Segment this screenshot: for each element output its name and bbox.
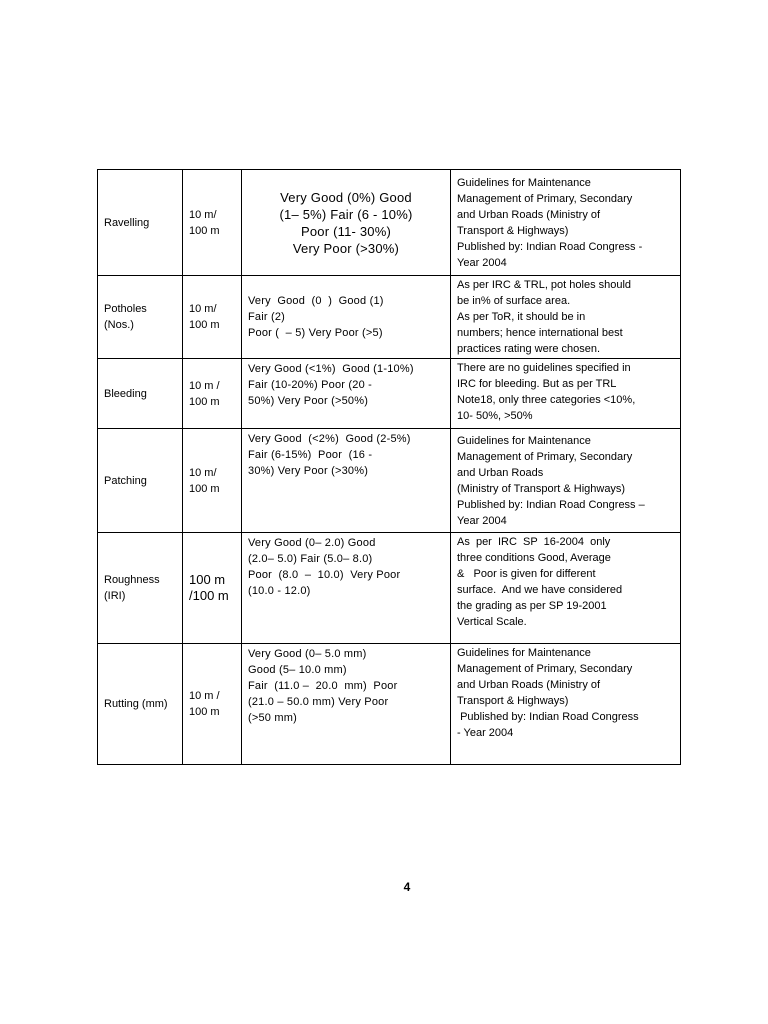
remarks-line: be in% of surface area. bbox=[457, 295, 571, 307]
table-row bbox=[98, 644, 681, 765]
parameter-name: Rutting (mm) bbox=[104, 698, 168, 710]
remarks-line: Management of Primary, Secondary bbox=[457, 450, 633, 463]
parameter-cell bbox=[98, 276, 183, 359]
remarks-cell bbox=[451, 644, 681, 765]
interval-line: 100 m bbox=[189, 706, 220, 718]
interval-line: 100 m bbox=[189, 319, 220, 331]
parameter-cell bbox=[98, 644, 183, 765]
interval-line: 100 m bbox=[189, 395, 220, 408]
remarks-line: practices rating were chosen. bbox=[457, 343, 601, 355]
interval-line: 10 m/ bbox=[189, 208, 217, 221]
condition-line: Fair (6-15%) Poor (16 - bbox=[248, 449, 373, 461]
interval-line: /100 m bbox=[189, 588, 229, 603]
interval-line: 10 m / bbox=[189, 379, 220, 392]
parameter-cell bbox=[98, 170, 183, 276]
parameter-name: Roughness (IRI) bbox=[104, 574, 160, 602]
condition-line: (10.0 - 12.0) bbox=[248, 585, 311, 597]
conditions-cell bbox=[242, 359, 451, 429]
remarks-line: Vertical Scale. bbox=[457, 616, 527, 628]
condition-line: 30%) Very Poor (>30%) bbox=[248, 465, 369, 477]
remarks-line: 10- 50%, >50% bbox=[457, 410, 533, 422]
remarks-line: Published by: Indian Road Congress bbox=[457, 711, 639, 723]
condition-line: Very Good (<1%) Good (1-10%) bbox=[248, 363, 414, 375]
remarks-cell bbox=[451, 359, 681, 429]
remarks-cell bbox=[451, 429, 681, 533]
table-row bbox=[98, 359, 681, 429]
interval-cell bbox=[183, 359, 242, 429]
remarks-line: Note18, only three categories <10%, bbox=[457, 394, 636, 406]
table-row bbox=[98, 429, 681, 533]
parameter-name: Bleeding bbox=[104, 387, 147, 400]
remarks-cell bbox=[451, 533, 681, 644]
remarks-cell bbox=[451, 170, 681, 276]
remarks-line: Transport & Highways) bbox=[457, 695, 569, 707]
conditions-cell bbox=[242, 644, 451, 765]
condition-line: (2.0– 5.0) Fair (5.0– 8.0) bbox=[248, 553, 373, 565]
parameter-name: Ravelling bbox=[104, 216, 150, 229]
remarks-line: and Urban Roads bbox=[457, 466, 544, 479]
remarks-line: and Urban Roads (Ministry of bbox=[457, 208, 601, 221]
remarks-line: As per IRC SP 16-2004 only bbox=[457, 536, 611, 548]
interval-line: 100 m bbox=[189, 482, 220, 495]
condition-line: Very Good (0 ) Good (1) bbox=[248, 295, 384, 307]
conditions-cell bbox=[242, 276, 451, 359]
road-condition-table bbox=[97, 169, 681, 765]
remarks-line: Guidelines for Maintenance bbox=[457, 434, 591, 447]
table-row bbox=[98, 276, 681, 359]
remarks-line: Guidelines for Maintenance bbox=[457, 176, 591, 189]
remarks-line: (Ministry of Transport & Highways) bbox=[457, 482, 626, 495]
remarks-line: As per IRC & TRL, pot holes should bbox=[457, 279, 632, 291]
remarks-line: three conditions Good, Average bbox=[457, 552, 611, 564]
condition-line: Very Good (<2%) Good (2-5%) bbox=[248, 433, 411, 445]
interval-line: 100 m bbox=[189, 224, 220, 237]
parameter-cell bbox=[98, 533, 183, 644]
remarks-line: Guidelines for Maintenance bbox=[457, 647, 591, 659]
interval-cell bbox=[183, 533, 242, 644]
remarks-line: Year 2004 bbox=[457, 256, 507, 269]
remarks-line: IRC for bleeding. But as per TRL bbox=[457, 378, 617, 390]
remarks-line: & Poor is given for different bbox=[457, 568, 596, 580]
interval-line: 100 m bbox=[189, 572, 226, 587]
interval-line: 10 m/ bbox=[189, 466, 217, 479]
condition-line: Fair (2) bbox=[248, 311, 286, 323]
condition-line: Poor (8.0 – 10.0) Very Poor bbox=[248, 569, 401, 581]
interval-cell bbox=[183, 429, 242, 533]
condition-line: (21.0 – 50.0 mm) Very Poor bbox=[248, 696, 389, 708]
interval-line: 10 m/ bbox=[189, 303, 217, 315]
remarks-cell bbox=[451, 276, 681, 359]
remarks-line: There are no guidelines specified in bbox=[457, 362, 631, 374]
table-row bbox=[98, 533, 681, 644]
remarks-line: Management of Primary, Secondary bbox=[457, 192, 633, 205]
remarks-line: the grading as per SP 19-2001 bbox=[457, 600, 607, 612]
remarks-line: Published by: Indian Road Congress - bbox=[457, 240, 643, 253]
remarks-line: Management of Primary, Secondary bbox=[457, 663, 633, 675]
parameter-name: Potholes (Nos.) bbox=[104, 303, 147, 331]
condition-line: (1– 5%) Fair (6 - 10%) bbox=[279, 206, 413, 222]
remarks-line: - Year 2004 bbox=[457, 727, 514, 739]
condition-line: Fair (10-20%) Poor (20 - bbox=[248, 379, 373, 391]
condition-line: 50%) Very Poor (>50%) bbox=[248, 395, 369, 407]
remarks-line: As per ToR, it should be in bbox=[457, 311, 586, 323]
condition-line: Very Poor (>30%) bbox=[292, 240, 400, 256]
remarks-line: Published by: Indian Road Congress – bbox=[457, 498, 645, 511]
parameter-cell bbox=[98, 359, 183, 429]
condition-line: Very Good (0– 5.0 mm) bbox=[248, 648, 367, 660]
remarks-line: and Urban Roads (Ministry of bbox=[457, 679, 601, 691]
condition-line: Good (5– 10.0 mm) bbox=[248, 664, 347, 676]
conditions-cell bbox=[242, 170, 451, 276]
interval-cell bbox=[183, 644, 242, 765]
remarks-line: numbers; hence international best bbox=[457, 327, 623, 339]
page-number: 4 bbox=[403, 880, 411, 894]
interval-cell bbox=[183, 276, 242, 359]
condition-line: Very Good (0%) Good bbox=[280, 189, 412, 205]
interval-line: 10 m / bbox=[189, 690, 220, 702]
table-row bbox=[98, 170, 681, 276]
remarks-line: Year 2004 bbox=[457, 514, 507, 527]
parameter-cell bbox=[98, 429, 183, 533]
remarks-line: surface. And we have considered bbox=[457, 584, 623, 596]
condition-line: Poor (11- 30%) bbox=[301, 223, 391, 239]
condition-line: Very Good (0– 2.0) Good bbox=[248, 537, 376, 549]
condition-line: Fair (11.0 – 20.0 mm) Poor bbox=[248, 680, 398, 692]
condition-line: Poor ( – 5) Very Poor (>5) bbox=[248, 327, 383, 339]
remarks-line: Transport & Highways) bbox=[457, 224, 569, 237]
condition-line: (>50 mm) bbox=[248, 712, 297, 724]
conditions-cell bbox=[242, 533, 451, 644]
parameter-name: Patching bbox=[104, 474, 147, 487]
interval-cell bbox=[183, 170, 242, 276]
conditions-cell bbox=[242, 429, 451, 533]
